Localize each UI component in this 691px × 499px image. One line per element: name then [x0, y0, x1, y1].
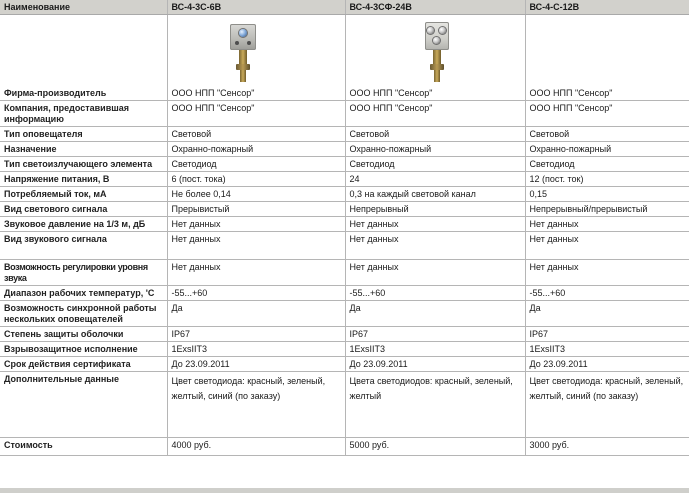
header-label-cell: Наименование [0, 0, 167, 15]
row-value: Нет данных [525, 260, 689, 286]
row-label: Взрывозащитное исполнение [0, 342, 167, 357]
row-value: Нет данных [345, 232, 525, 260]
row-value: Нет данных [167, 217, 345, 232]
row-value: 4000 руб. [167, 438, 345, 456]
row-value: 1ExsIIT3 [525, 342, 689, 357]
row-value: До 23.09.2011 [345, 357, 525, 372]
row-value: Светодиод [345, 157, 525, 172]
row-value: До 23.09.2011 [525, 357, 689, 372]
table-row [0, 127, 689, 142]
row-value: Нет данных [167, 260, 345, 286]
header-row [0, 0, 689, 15]
row-value: Нет данных [345, 217, 525, 232]
table-row [0, 172, 689, 187]
photo-cell-2 [345, 15, 525, 87]
row-value: 0,15 [525, 187, 689, 202]
row-label: Вид светового сигнала [0, 202, 167, 217]
row-value: Охранно-пожарный [525, 142, 689, 157]
row-value: Нет данных [525, 232, 689, 260]
table-row [0, 438, 689, 456]
row-label: Потребляемый ток, мА [0, 187, 167, 202]
table-row [0, 260, 689, 286]
row-value: ООО НПП "Сенсор" [525, 101, 689, 127]
row-value: 1ExsIIT3 [345, 342, 525, 357]
table-row [0, 327, 689, 342]
table-row [0, 232, 689, 260]
table-row [0, 286, 689, 301]
row-label: Срок действия сертификата [0, 357, 167, 372]
row-label: Стоимость [0, 438, 167, 456]
row-value: -55...+60 [345, 286, 525, 301]
row-label: Назначение [0, 142, 167, 157]
header-product-3: ВС-4-С-12В [525, 0, 689, 15]
row-label: Тип оповещателя [0, 127, 167, 142]
row-label: Дополнительные данные [0, 372, 167, 438]
row-label: Звуковое давление на 1/3 м, дБ [0, 217, 167, 232]
row-value: Цвет светодиода: красный, зеленый, желтый, синий (по заказу) [525, 372, 689, 438]
photo-cell-3 [525, 15, 689, 87]
row-label: Возможность регулировки уровня звука [0, 260, 167, 286]
row-value: Прерывистый [167, 202, 345, 217]
row-value: Нет данных [167, 232, 345, 260]
row-label: Степень защиты оболочки [0, 327, 167, 342]
row-value: -55...+60 [525, 286, 689, 301]
row-value: -55...+60 [167, 286, 345, 301]
row-value: Непрерывный/прерывистый [525, 202, 689, 217]
row-label: Фирма-производитель [0, 86, 167, 101]
row-value: 12 (пост. ток) [525, 172, 689, 187]
table-row [0, 142, 689, 157]
row-label: Компания, предоставившая информацию [0, 101, 167, 127]
device-photo-icon [225, 24, 261, 86]
row-value: Да [525, 301, 689, 327]
row-value: Нет данных [345, 260, 525, 286]
row-value: Светодиод [167, 157, 345, 172]
header-product-2: ВС-4-3СФ-24В [345, 0, 525, 15]
row-value: ООО НПП "Сенсор" [167, 86, 345, 101]
table-row [0, 301, 689, 327]
row-value: Охранно-пожарный [345, 142, 525, 157]
row-value: Не более 0,14 [167, 187, 345, 202]
row-value: Световой [345, 127, 525, 142]
device-photo-icon [422, 22, 452, 84]
table-row [0, 342, 689, 357]
row-value: ООО НПП "Сенсор" [525, 86, 689, 101]
row-label: Возможность синхронной работы нескольких оповещателей [0, 301, 167, 327]
row-label: Вид звукового сигнала [0, 232, 167, 260]
row-value: Светодиод [525, 157, 689, 172]
row-value: 6 (пост. тока) [167, 172, 345, 187]
row-value: IP67 [345, 327, 525, 342]
row-value: Охранно-пожарный [167, 142, 345, 157]
row-value: Световой [167, 127, 345, 142]
row-value: IP67 [167, 327, 345, 342]
table-row [0, 372, 689, 438]
row-value: 3000 руб. [525, 438, 689, 456]
row-label: Напряжение питания, В [0, 172, 167, 187]
photo-row [0, 15, 689, 87]
row-value: Да [345, 301, 525, 327]
row-value: IP67 [525, 327, 689, 342]
row-value: Нет данных [525, 217, 689, 232]
table-row [0, 357, 689, 372]
row-value: ООО НПП "Сенсор" [345, 101, 525, 127]
table-row [0, 157, 689, 172]
row-value: ООО НПП "Сенсор" [345, 86, 525, 101]
row-value: Непрерывный [345, 202, 525, 217]
table-row [0, 187, 689, 202]
bottom-divider [0, 488, 689, 493]
photo-cell-1 [167, 15, 345, 87]
row-value: 5000 руб. [345, 438, 525, 456]
row-label: Диапазон рабочих температур, 'С [0, 286, 167, 301]
photo-empty-cell [0, 15, 167, 87]
row-value: 24 [345, 172, 525, 187]
row-value: 0,3 на каждый световой канал [345, 187, 525, 202]
row-value: Световой [525, 127, 689, 142]
table-row [0, 101, 689, 127]
row-value: До 23.09.2011 [167, 357, 345, 372]
header-product-1: ВС-4-3С-6В [167, 0, 345, 15]
row-value: Цвета светодиодов: красный, зеленый, желтый [345, 372, 525, 438]
row-value: 1ExsIIT3 [167, 342, 345, 357]
row-value: ООО НПП "Сенсор" [167, 101, 345, 127]
table-row [0, 202, 689, 217]
table-row [0, 217, 689, 232]
row-value: Цвет светодиода: красный, зеленый, желтый, синий (по заказу) [167, 372, 345, 438]
row-label: Тип светоизлучающего элемента [0, 157, 167, 172]
row-value: Да [167, 301, 345, 327]
table-row [0, 86, 689, 101]
